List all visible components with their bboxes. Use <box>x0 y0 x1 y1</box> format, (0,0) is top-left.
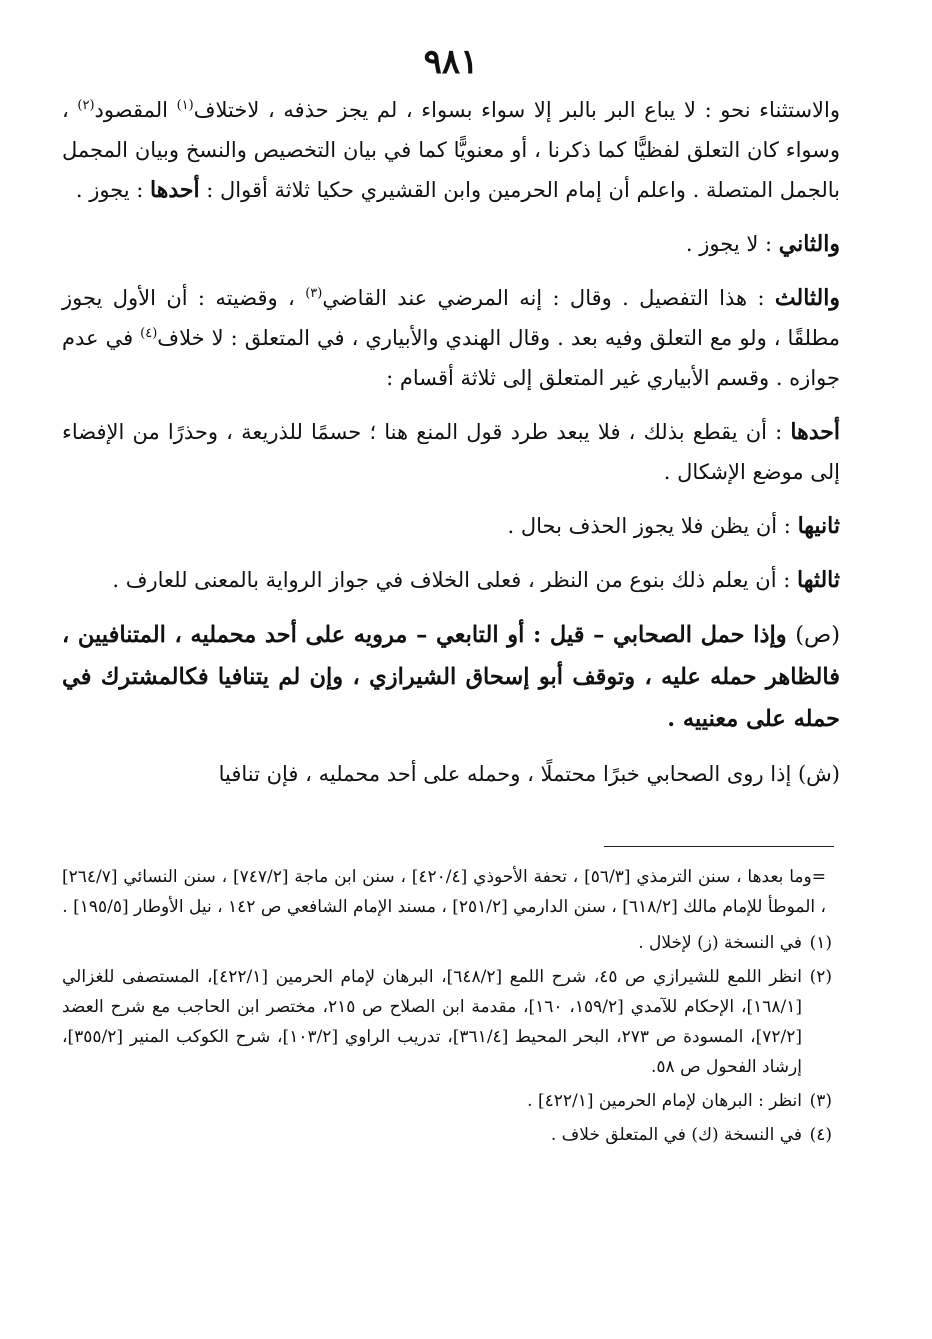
footnotes <box>62 862 832 1154</box>
lead-word: أحدها <box>790 419 840 445</box>
text-run: ، وقضيته : أن الأول يجوز مطلقًا ، ولو مع التعلق وفيه بعد . وقال الهندي والأبياري ، في المتعلق : لا خلاف <box>62 286 840 350</box>
footnote-item <box>62 1120 832 1150</box>
footnote-item <box>62 928 832 958</box>
footnote-ref-2[interactable]: (٢) <box>77 98 95 113</box>
page-body <box>62 40 840 808</box>
text-run: : هذا التفصيل . وقال : إنه المرضي عند القاضي <box>322 286 775 310</box>
page-number: ٩٨١ <box>423 42 479 82</box>
footnote-ref-1[interactable]: (١) <box>176 98 194 113</box>
footnote-ref-3[interactable]: (٣) <box>305 286 323 301</box>
footnote-number: (٢) <box>809 967 832 987</box>
footnote-continuation: =وما بعدها ، سنن الترمذي [٥٦/٣] ، تحفة الأحوذي [٤٢٠/٤] ، سنن ابن ماجة [٧٤٧/٢] ، سنن النسائي [٢٦٤/٧] ، الموطأ للإمام مالك [٦١٨/٢] ، سنن الدارمي [٢٥١/٢] ، مسند الإمام الشافعي ص ١٤٢ ، نيل الأوطار [١٩٥/٥] . <box>62 867 826 917</box>
text-run: : يجوز . <box>75 178 151 202</box>
footnote-number: (١) <box>809 933 832 953</box>
footnote-text: انظر : البرهان لإمام الحرمين [٤٢٢/١] . <box>527 1091 802 1111</box>
lead-word: أحدها <box>150 177 200 203</box>
matn-paragraph <box>62 614 840 740</box>
footnote-number: (٣) <box>809 1091 832 1111</box>
text-run: في عدم جوازه . وقسم الأبياري غير المتعلق إلى ثلاثة أقسام : <box>62 326 840 390</box>
matn-marker: (ص) <box>795 622 840 648</box>
paragraph-6 <box>62 560 840 600</box>
text-run: والاستثناء نحو : لا يباع البر بالبر إلا سواء بسواء ، لم يجز حذفه ، لاختلاف <box>193 98 840 122</box>
sharh-marker: (ش) <box>797 762 840 786</box>
footnote-text: في النسخة (ك) في المتعلق خلاف . <box>550 1125 802 1145</box>
footnote-divider <box>604 846 834 847</box>
text-run: : أن يظن فلا يجوز الحذف بحال . <box>507 514 798 538</box>
paragraph-4 <box>62 412 840 492</box>
paragraph-5 <box>62 506 840 546</box>
footnote-number: (٤) <box>809 1125 832 1145</box>
paragraph-3 <box>62 278 840 398</box>
lead-word: والثالث <box>774 285 840 311</box>
paragraph-2 <box>62 224 840 264</box>
footnote-text: في النسخة (ز) لإخلال . <box>638 933 802 953</box>
footnote-item <box>62 962 832 1082</box>
paragraph-1 <box>62 90 840 210</box>
text-run: : أن يعلم ذلك بنوع من النظر ، فعلى الخلاف في جواز الرواية بالمعنى للعارف . <box>112 568 797 592</box>
footnote-text: انظر اللمع للشيرازي ص ٤٥، شرح اللمع [٦٤٨/٢]، البرهان لإمام الحرمين [٤٢٢/١]، المستصفى للغزالي [١٦٨/١]، الإحكام للآمدي [١٥٩/٢، ١٦٠]، مقدمة ابن الصلاح ص ٢١٥، مختصر ابن الحاجب مع شرح العضد [٧٢/٢]، المسودة ص ٢٧٣، البحر المحيط [٣٦١/٤]، تدريب الراوي [١٠٣/٢]، شرح الكوكب المنير [٣٥٥/٢]، إرشاد الفحول ص ٥٨. <box>62 967 802 1077</box>
text-run: وإذا حمل الصحابي – قيل : أو التابعي – مرويه على أحد محمليه ، المتنافيين ، فالظاهر حمله عليه ، وتوقف أبو إسحاق الشيرازي ، وإن لم يتنافيا فكالمشترك في حمله على معنييه . <box>62 622 840 732</box>
text-run: المقصود <box>94 98 177 122</box>
lead-word: والثاني <box>778 231 840 257</box>
footnote-ref-4[interactable]: (٤) <box>140 326 158 341</box>
footnote-item <box>62 1086 832 1116</box>
text-run: ، وسواء كان التعلق لفظيًّا كما ذكرنا ، أو معنويًّا كما في بيان التخصيص والنسخ وبيان المجمل بالجمل المتصلة . واعلم أن إمام الحرمين وابن القشيري حكيا ثلاثة أقوال : <box>62 98 840 202</box>
text-run: : أن يقطع بذلك ، فلا يبعد طرد قول المنع هنا ؛ حسمًا للذريعة ، وحذرًا من الإفضاء إلى موضع الإشكال . <box>62 420 840 484</box>
sharh-paragraph <box>62 754 840 794</box>
lead-word: ثالثها <box>796 567 840 593</box>
lead-word: ثانيها <box>797 513 840 539</box>
text-run: : لا يجوز . <box>685 232 779 256</box>
text-run: إذا روى الصحابي خبرًا محتملًا ، وحمله على أحد محمليه ، فإن تنافيا <box>218 762 798 786</box>
